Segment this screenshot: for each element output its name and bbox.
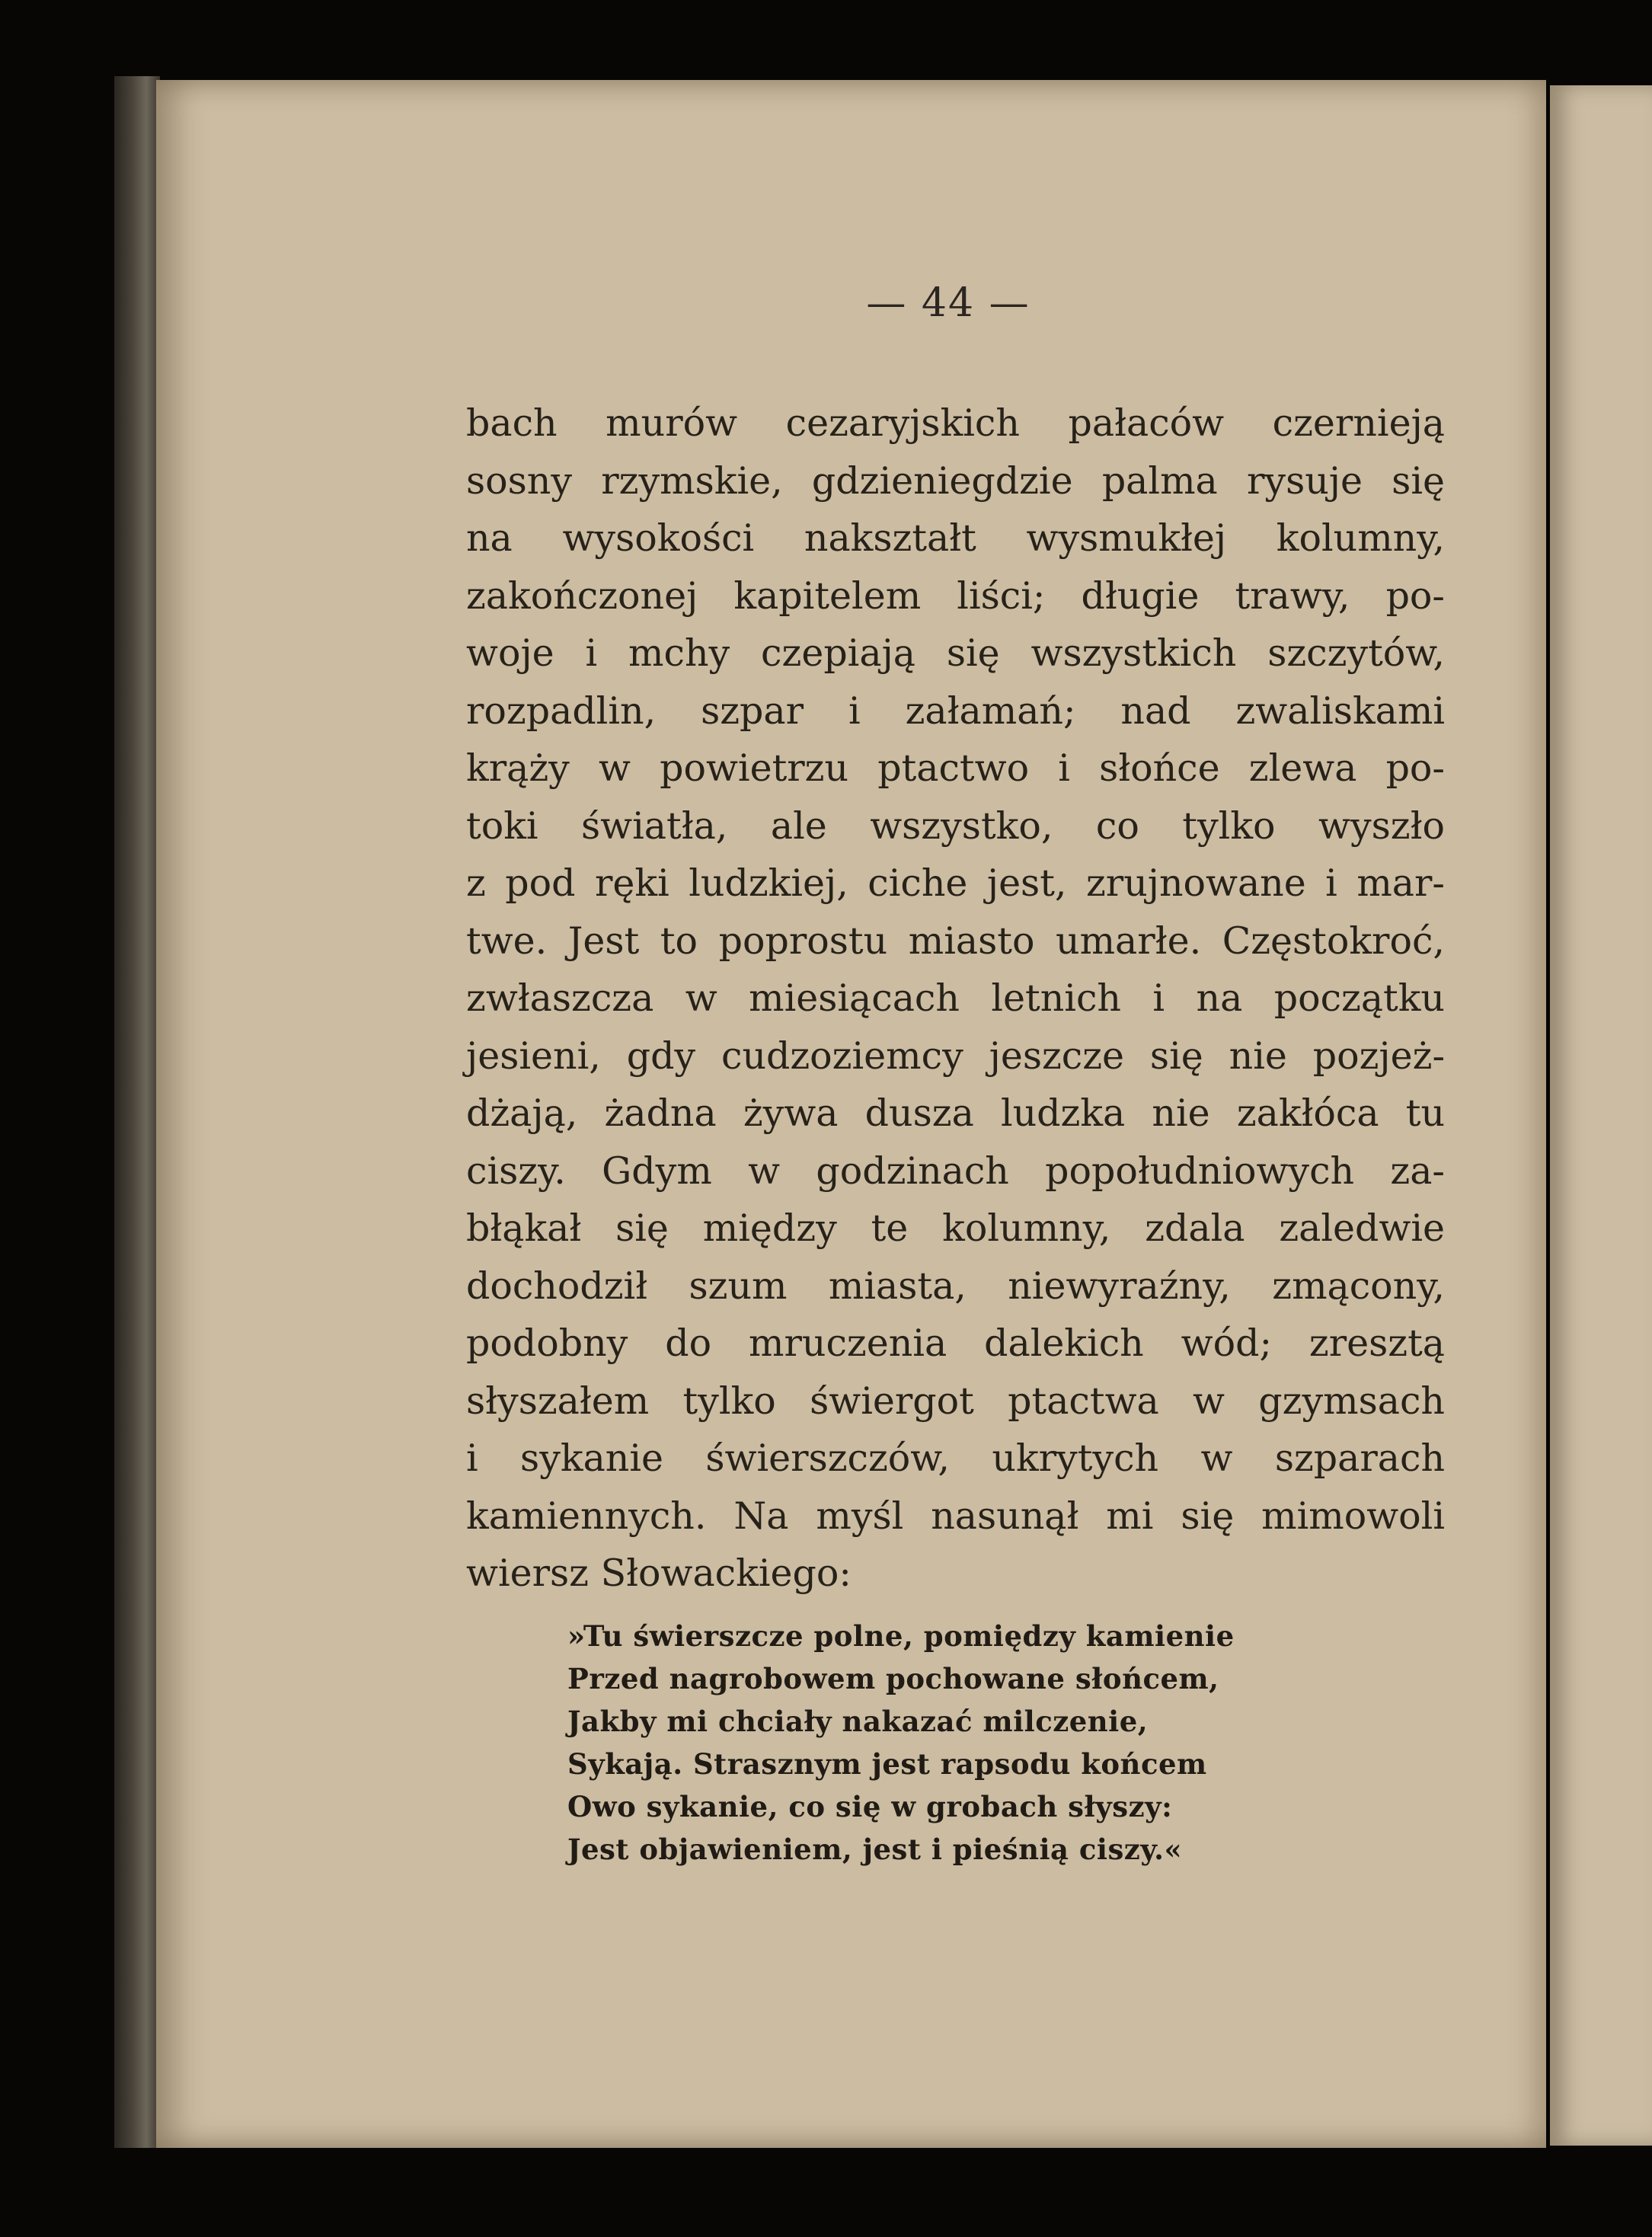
text-line: jesieni, gdy cudzoziemcy jeszcze się nie pozjeż- <box>466 1034 1445 1078</box>
text-line: rozpadlin, szpar i załamań; nad zwaliskami <box>466 689 1445 733</box>
text-line: kamiennych. Na myśl nasunął mi się mimowoli <box>466 1494 1445 1538</box>
facing-page-edge <box>1550 85 1652 2146</box>
text-line: ciszy. Gdym w godzinach popołudniowych za- <box>466 1149 1445 1193</box>
text-line: bach murów cezaryjskich pałaców czernieją <box>466 401 1445 445</box>
text-line: zwłaszcza w miesiącach letnich i na początku <box>466 976 1445 1020</box>
text-line: krąży w powietrzu ptactwo i słońce zlewa po- <box>466 746 1445 790</box>
text-line: błąkał się między te kolumny, zdala zaledwie <box>466 1206 1445 1250</box>
poem-quote <box>567 1615 1314 1871</box>
poem-line: »Tu świerszcze polne, pomiędzy kamienie <box>567 1619 1235 1653</box>
text-line: słyszałem tylko świergot ptactwa w gzymsach <box>466 1379 1445 1423</box>
page-number: — 44 — <box>866 280 1031 326</box>
text-line: twe. Jest to poprostu miasto umarłe. Częstokroć, <box>466 919 1445 963</box>
poem-line: Sykają. Strasznym jest rapsodu końcem <box>567 1747 1207 1781</box>
text-line: toki światła, ale wszystko, co tylko wyszło <box>466 804 1445 848</box>
book-spine <box>114 76 160 2148</box>
poem-line: Przed nagrobowem pochowane słońcem, <box>567 1662 1219 1695</box>
text-line: zakończonej kapitelem liści; długie trawy, po- <box>466 574 1445 618</box>
text-line: woje i mchy czepiają się wszystkich szczytów, <box>466 631 1445 675</box>
poem-line: Jakby mi chciały nakazać milczenie, <box>567 1705 1149 1738</box>
text-line: i sykanie świerszczów, ukrytych w szparach <box>466 1436 1445 1480</box>
body-text <box>466 395 1445 1603</box>
text-line: dochodził szum miasta, niewyraźny, zmącony, <box>466 1264 1445 1308</box>
text-line: z pod ręki ludzkiej, ciche jest, zrujnowane i mar- <box>466 861 1445 905</box>
poem-line: Owo sykanie, co się w grobach słyszy: <box>567 1790 1173 1823</box>
text-line: na wysokości nakształt wysmukłej kolumny, <box>466 516 1445 560</box>
text-line: wiersz Słowackiego: <box>466 1552 852 1595</box>
text-line: sosny rzymskie, gdzieniegdzie palma rysuje się <box>466 459 1445 503</box>
text-line: podobny do mruczenia dalekich wód; zresztą <box>466 1321 1445 1365</box>
poem-line: Jest objawieniem, jest i pieśnią ciszy.« <box>567 1833 1183 1866</box>
text-line: dżają, żadna żywa dusza ludzka nie zakłóca tu <box>466 1091 1445 1135</box>
